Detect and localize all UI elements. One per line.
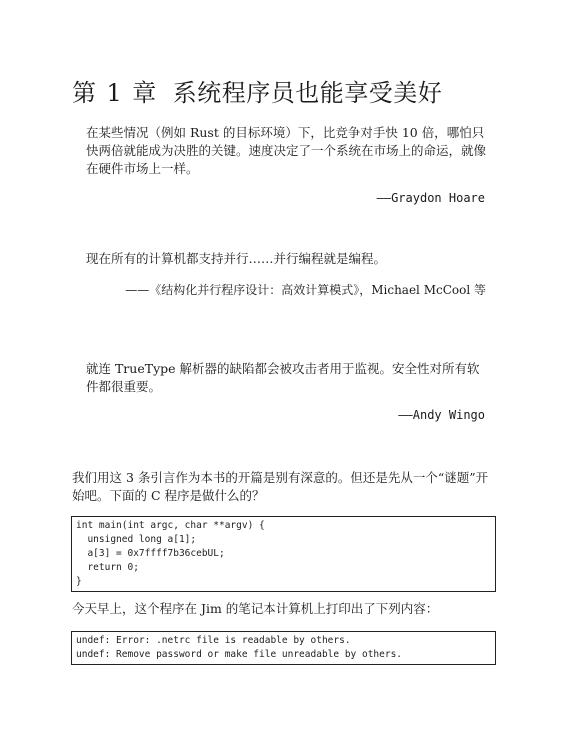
code-line: return 0;: [76, 562, 139, 573]
epigraph-quote-2: [86, 250, 486, 268]
quote-attribution-1: ——Graydon Hoare: [376, 191, 485, 205]
quote-text: 就连 TrueType 解析器的缺陷都会被攻击者用于监视。安全性对所有软件都很重要。: [86, 361, 480, 394]
quote-text: 在某些情况（例如 Rust 的目标环境）下，比竞争对手快 10 倍，哪怕只快两倍就能成为决胜的关键。速度决定了一个系统在市场上的命运，就像在硬件市场上一样。: [86, 125, 487, 176]
code-block: [71, 516, 496, 592]
quote-text: 现在所有的计算机都支持并行……并行编程就是编程。: [86, 251, 387, 266]
quote-attribution-3: ——Andy Wingo: [398, 408, 485, 422]
intro-paragraph: 我们用这 3 条引言作为本书的开篇是别有深意的。但还是先从一个“谜题”开始吧。下面的 C 程序是做什么的？: [72, 470, 489, 503]
output-paragraph: 今天早上，这个程序在 Jim 的笔记本计算机上打印出了下列内容：: [72, 601, 439, 616]
output-line: undef: Error: .netrc file is readable by others.: [76, 635, 351, 646]
chapter-label: 第: [72, 79, 97, 107]
code-line: a[3] = 0x7ffff7b36cebUL;: [76, 548, 225, 559]
chapter-unit: 章: [132, 79, 157, 107]
chapter-title: [72, 78, 442, 108]
output-line: undef: Remove password or make file unreadable by others.: [76, 649, 403, 660]
chapter-number: 1: [106, 79, 123, 107]
code-line: }: [76, 576, 82, 587]
epigraph-quote-1: [86, 124, 486, 178]
output-block: [71, 631, 496, 665]
code-line: unsigned long a[1];: [76, 534, 197, 545]
chapter-heading: 系统程序员也能享受美好: [172, 79, 443, 107]
epigraph-quote-3: [86, 360, 486, 396]
quote-attribution-2: ——《结构化并行程序设计：高效计算模式》，Michael McCool 等: [125, 283, 486, 297]
code-line: int main(int argc, char **argv) {: [76, 520, 265, 531]
